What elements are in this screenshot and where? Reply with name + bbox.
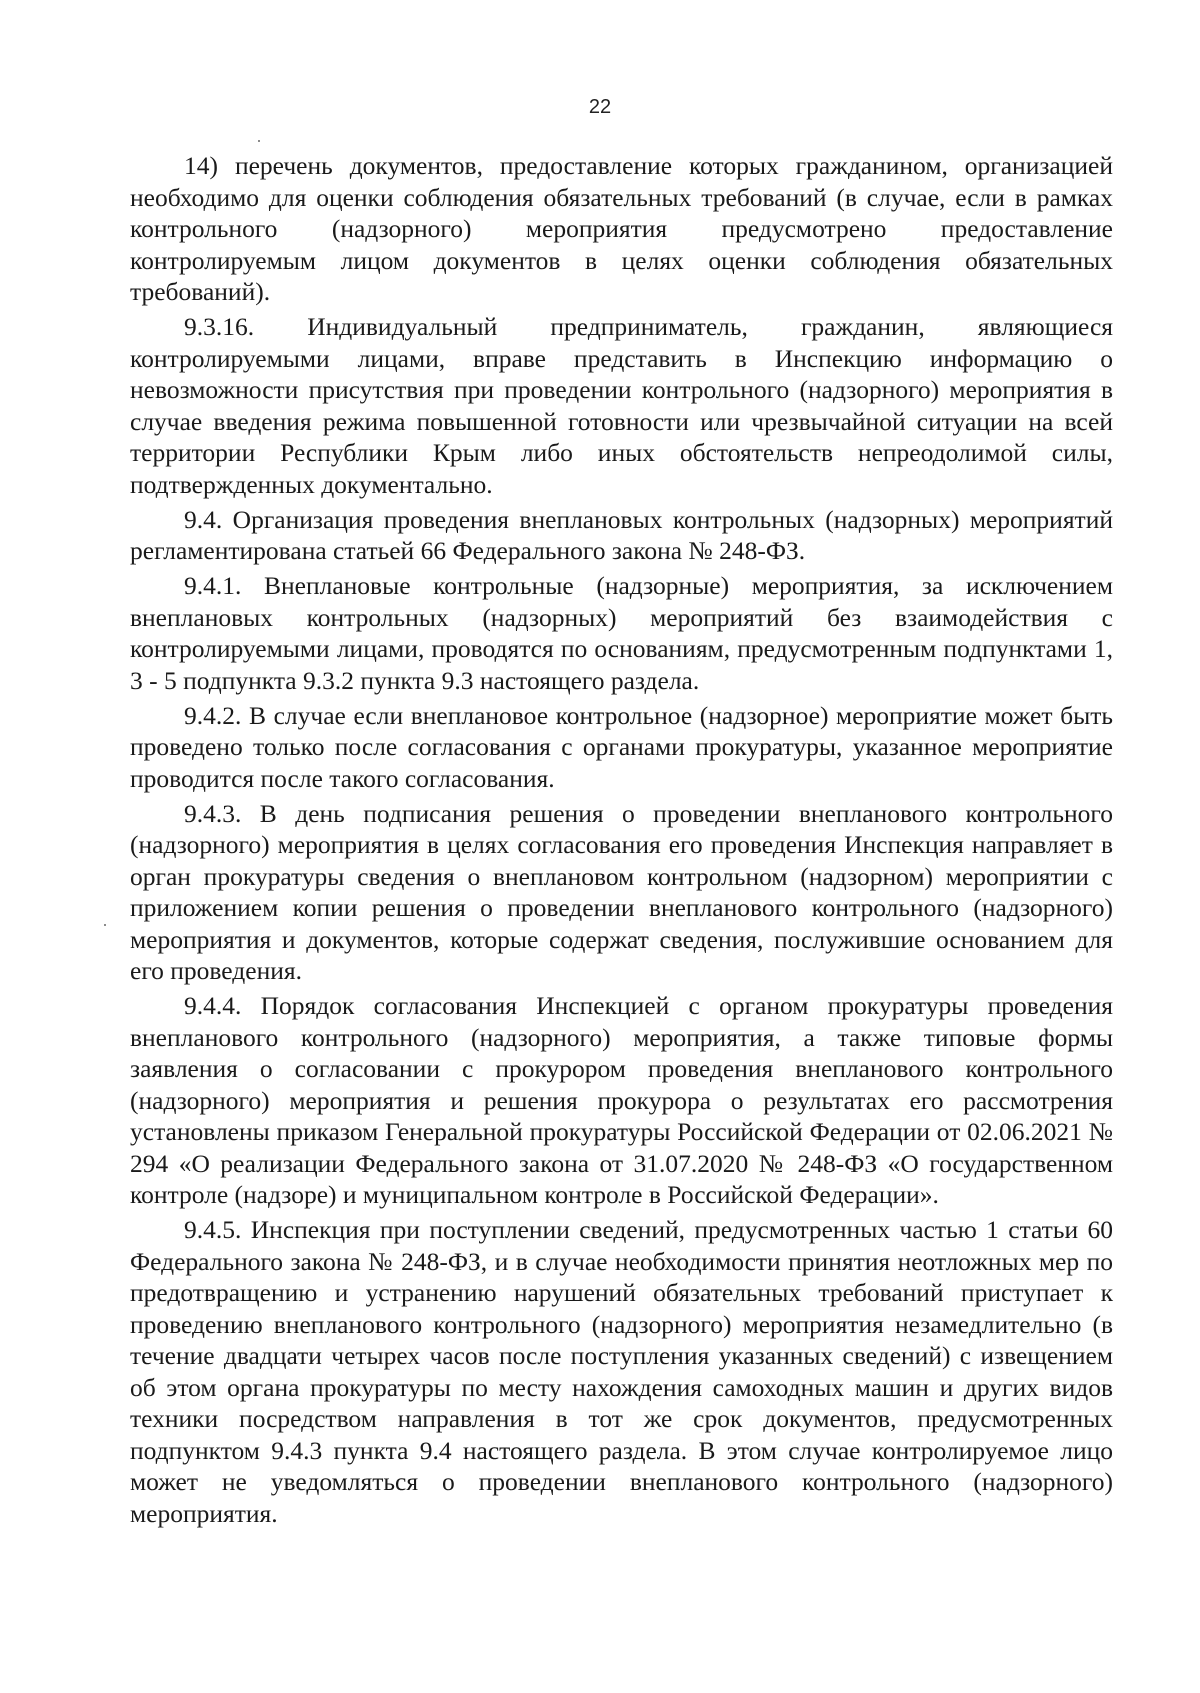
paragraph-9-4-5: 9.4.5. Инспекция при поступлении сведений, предусмотренных частью 1 статьи 60 Федерального закона № 248-ФЗ, и в случае необходимости принятия неотложных мер по предотвращению и устранению нарушений обязательных требований приступает к проведению внепланового контрольного (надзорного) мероприятия незамедлительно (в течение двадцати четырех часов после поступления указанных сведений) с извещением об этом органа прокуратуры по месту нахождения самоходных машин и других видов техники посредством направления в тот же срок документов, предусмотренных подпунктом 9.4.3 пункта 9.4 настоящего раздела. В этом случае контролируемое лицо может не уведомляться о проведении внепланового контрольного (надзорного) мероприятия. [130, 1215, 1113, 1528]
scan-speck [258, 140, 260, 142]
paragraph-14-documents-list: 14) перечень документов, предоставление которых гражданином, организацией необходимо для оценки соблюдения обязательных требований (в случае, если в рамках контрольного (надзорного) мероприятия предусмотрено предоставление контролируемым лицом документов в целях оценки соблюдения обязательных требований). [130, 151, 1113, 306]
paragraph-9-4: 9.4. Организация проведения внеплановых контрольных (надзорных) мероприятий регламентирована статьей 66 Федерального закона № 248-ФЗ. [130, 504, 1113, 565]
scan-speck [104, 924, 106, 926]
paragraph-9-4-3: 9.4.3. В день подписания решения о проведении внепланового контрольного (надзорного) мероприятия в целях согласования его проведения Инспекция направляет в орган прокуратуры сведения о внеплановом контрольном (надзорном) мероприятии с приложением копии решения о проведении внепланового контрольного (надзорного) мероприятия и документов, которые содержат сведения, послужившие основанием для его проведения. [130, 798, 1113, 985]
paragraph-9-4-4: 9.4.4. Порядок согласования Инспекцией с органом прокуратуры проведения внепланового контрольного (надзорного) мероприятия, а также типовые формы заявления о согласовании с прокурором проведения внепланового контрольного (надзорного) мероприятия и решения прокурора о результатах его рассмотрения установлены приказом Генеральной прокуратуры Российской Федерации от 02.06.2021 № 294 «О реализации Федерального закона от 31.07.2020 № 248-ФЗ «О государственном контроле (надзоре) и муниципальном контроле в Российской Федерации». [130, 991, 1113, 1209]
page-number: 22 [588, 96, 612, 118]
document-body [130, 150, 1113, 1533]
paragraph-9-4-1: 9.4.1. Внеплановые контрольные (надзорные) мероприятия, за исключением внеплановых контрольных (надзорных) мероприятий без взаимодействия с контролируемыми лицами, проводятся по основаниям, предусмотренным подпунктами 1, 3 - 5 подпункта 9.3.2 пункта 9.3 настоящего раздела. [130, 571, 1113, 695]
paragraph-9-3-16: 9.3.16. Индивидуальный предприниматель, гражданин, являющиеся контролируемыми лицами, вправе представить в Инспекцию информацию о невозможности присутствия при проведении контрольного (надзорного) мероприятия в случае введения режима повышенной готовности или чрезвычайной ситуации на всей территории Республики Крым либо иных обстоятельств непреодолимой силы, подтвержденных документально. [130, 312, 1113, 499]
paragraph-9-4-2: 9.4.2. В случае если внеплановое контрольное (надзорное) мероприятие может быть проведено только после согласования с органами прокуратуры, указанное мероприятие проводится после такого согласования. [130, 700, 1113, 793]
